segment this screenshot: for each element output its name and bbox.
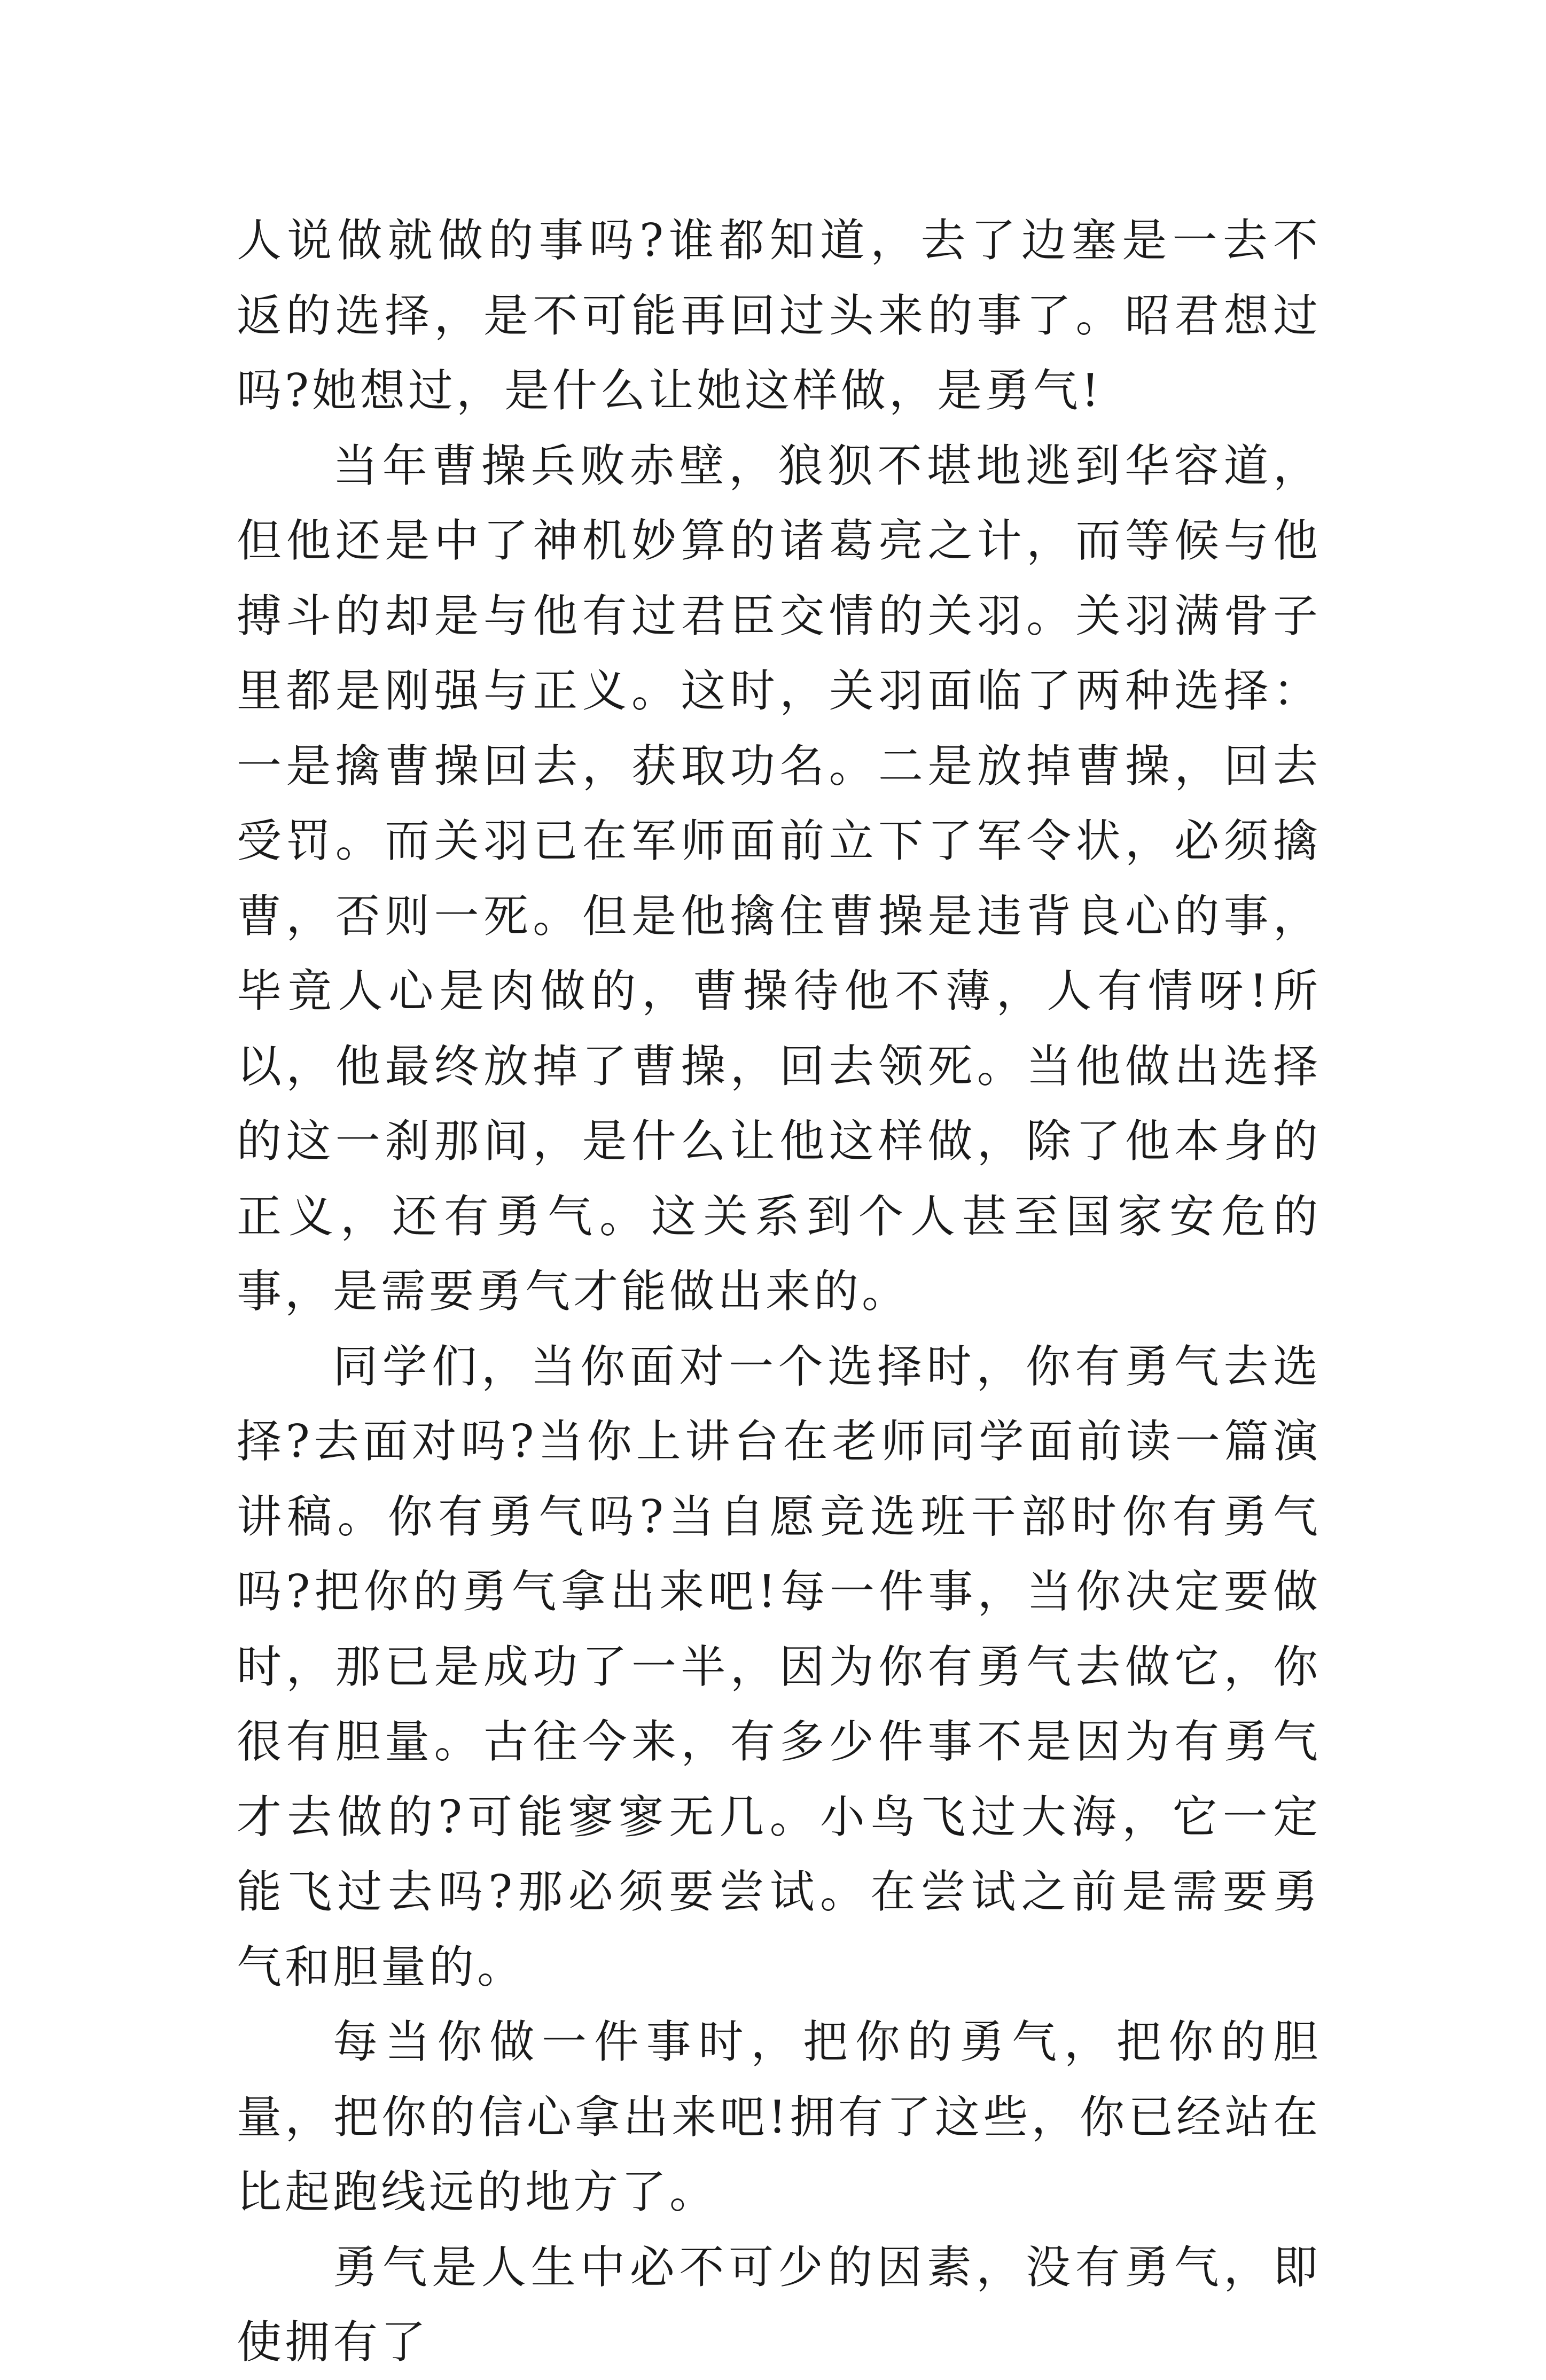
- document-body: [237, 203, 1321, 2380]
- paragraph-zhaojun: 人说做就做的事吗?谁都知道，去了边塞是一去不返的选择，是不可能再回过头来的事了。昭君想过吗?她想过，是什么让她这样做，是勇气!: [237, 214, 1321, 417]
- paragraph-courage-essential: 勇气是人生中必不可少的因素，没有勇气，即使拥有了: [237, 2241, 1321, 2368]
- paragraph-courage-confidence: 每当你做一件事时，把你的勇气，把你的胆量，把你的信心拿出来吧!拥有了这些，你已经站在比起跑线远的地方了。: [237, 2016, 1321, 2218]
- paragraph-classmates: 同学们，当你面对一个选择时，你有勇气去选择?去面对吗?当你上讲台在老师同学面前读一篇演讲稿。你有勇气吗?当自愿竞选班干部时你有勇气吗?把你的勇气拿出来吧!每一件事，当你决定要做时，那已是成功了一半，因为你有勇气去做它，你很有胆量。古往今来，有多少件事不是因为有勇气才去做的?可能寥寥无几。小鸟飞过大海，它一定能飞过去吗?那必须要尝试。在尝试之前是需要勇气和胆量的。: [237, 1340, 1321, 1993]
- paragraph-guanyu: 当年曹操兵败赤壁，狼狈不堪地逃到华容道，但他还是中了神机妙算的诸葛亮之计，而等候与他搏斗的却是与他有过君臣交情的关羽。关羽满骨子里都是刚强与正义。这时，关羽面临了两种选择：一是擒曹操回去，获取功名。二是放掉曹操，回去受罚。而关羽已在军师面前立下了军令状，必须擒曹，否则一死。但是他擒住曹操是违背良心的事，毕竟人心是肉做的，曹操待他不薄，人有情呀!所以，他最终放掉了曹操，回去领死。当他做出选择的这一刹那间，是什么让他这样做，除了他本身的正义，还有勇气。这关系到个人甚至国家安危的事，是需要勇气才能做出来的。: [237, 439, 1321, 1317]
